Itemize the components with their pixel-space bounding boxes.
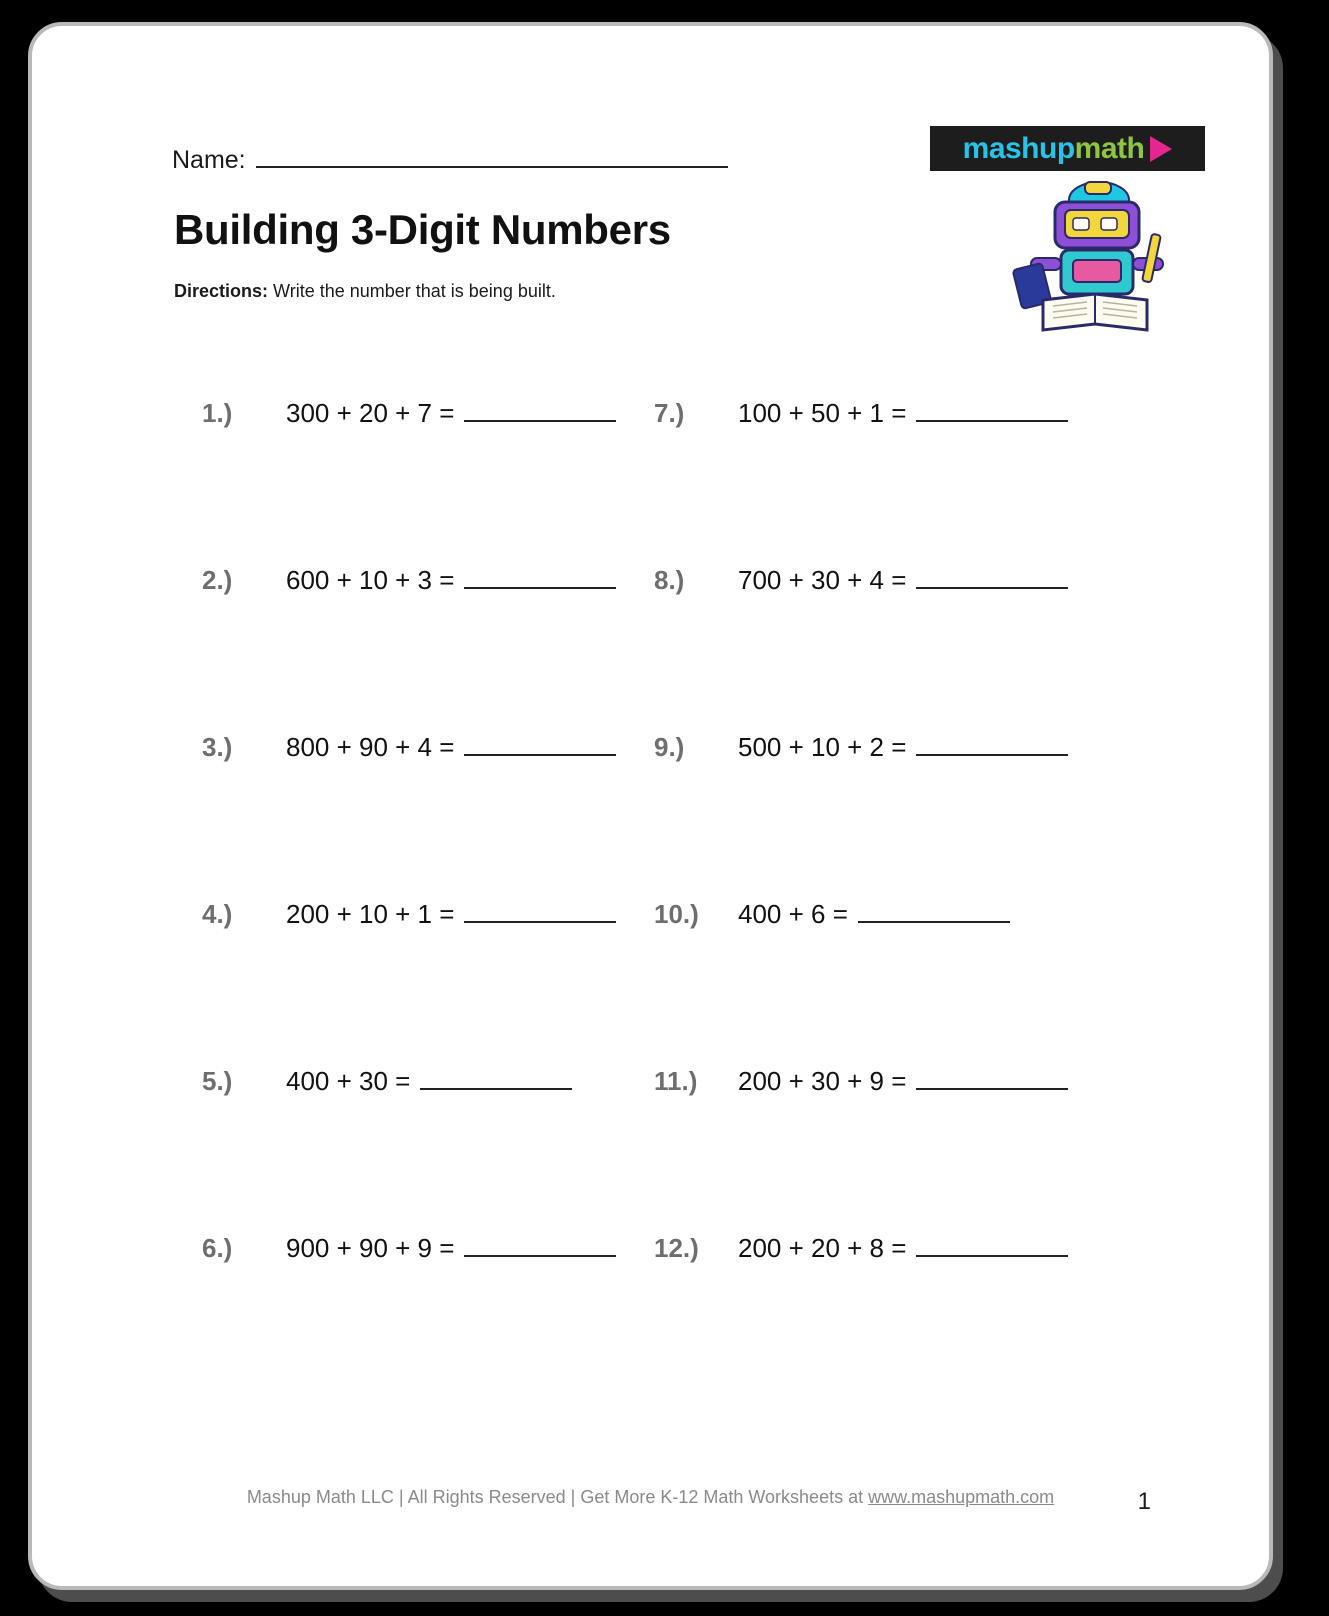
answer-blank[interactable] bbox=[464, 1235, 616, 1257]
problem-row bbox=[32, 899, 1269, 1066]
problem-expression: 500 + 10 + 2 = bbox=[738, 732, 907, 762]
footer-link[interactable]: www.mashupmath.com bbox=[868, 1487, 1055, 1507]
problem-expression: 200 + 30 + 9 = bbox=[738, 1066, 907, 1096]
problem-item bbox=[654, 1066, 1068, 1097]
directions-label: Directions: bbox=[174, 281, 269, 301]
problem-expression: 200 + 20 + 8 = bbox=[738, 1233, 907, 1263]
problem-expression: 800 + 90 + 4 = bbox=[286, 732, 455, 762]
problem-number: 8.) bbox=[654, 565, 685, 595]
answer-blank[interactable] bbox=[916, 734, 1068, 756]
brand-logo bbox=[930, 126, 1205, 171]
problem-number: 12.) bbox=[654, 1233, 699, 1263]
problem-row bbox=[32, 565, 1269, 732]
problem-number: 6.) bbox=[202, 1233, 233, 1263]
worksheet-sheet bbox=[28, 22, 1273, 1590]
answer-blank[interactable] bbox=[464, 567, 616, 589]
problem-number: 10.) bbox=[654, 899, 699, 929]
answer-blank[interactable] bbox=[916, 1068, 1068, 1090]
play-triangle-icon bbox=[1150, 136, 1172, 162]
problem-expression: 400 + 30 = bbox=[286, 1066, 411, 1096]
problem-expression: 900 + 90 + 9 = bbox=[286, 1233, 455, 1263]
answer-blank[interactable] bbox=[464, 400, 616, 422]
problem-row bbox=[32, 1233, 1269, 1400]
problem-expression: 600 + 10 + 3 = bbox=[286, 565, 455, 595]
logo-word-math: math bbox=[1074, 131, 1145, 165]
directions bbox=[174, 281, 556, 302]
logo-word-mashup: mashup bbox=[962, 131, 1075, 165]
problem-expression: 400 + 6 = bbox=[738, 899, 848, 929]
problem-number: 5.) bbox=[202, 1066, 233, 1096]
problem-item bbox=[654, 1233, 1068, 1264]
answer-blank[interactable] bbox=[858, 901, 1010, 923]
problem-expression: 100 + 50 + 1 = bbox=[738, 398, 907, 428]
problem-number: 3.) bbox=[202, 732, 233, 762]
robot-mascot-icon bbox=[1007, 174, 1182, 339]
problem-expression: 300 + 20 + 7 = bbox=[286, 398, 455, 428]
problem-item bbox=[202, 732, 616, 763]
problem-item bbox=[202, 565, 616, 596]
problem-item bbox=[654, 565, 1068, 596]
problem-list bbox=[32, 398, 1269, 1400]
problem-expression: 700 + 30 + 4 = bbox=[738, 565, 907, 595]
problem-expression: 200 + 10 + 1 = bbox=[286, 899, 455, 929]
answer-blank[interactable] bbox=[420, 1068, 572, 1090]
problem-item bbox=[654, 899, 1010, 930]
answer-blank[interactable] bbox=[464, 901, 616, 923]
page-title: Building 3-Digit Numbers bbox=[174, 206, 671, 253]
name-input-line[interactable] bbox=[256, 144, 728, 168]
problem-number: 11.) bbox=[654, 1066, 698, 1096]
footer-text: Mashup Math LLC | All Rights Reserved | Get More K-12 Math Worksheets at bbox=[246, 1487, 869, 1507]
problem-item bbox=[202, 398, 616, 429]
name-label: Name: bbox=[172, 146, 246, 174]
problem-item bbox=[654, 398, 1068, 429]
problem-item bbox=[202, 899, 616, 930]
page-number: 1 bbox=[1137, 1488, 1151, 1515]
problem-item bbox=[202, 1066, 572, 1097]
footer bbox=[32, 1487, 1269, 1508]
answer-blank[interactable] bbox=[464, 734, 616, 756]
problem-number: 4.) bbox=[202, 899, 233, 929]
answer-blank[interactable] bbox=[916, 400, 1068, 422]
problem-row bbox=[32, 1066, 1269, 1233]
directions-text: Write the number that is being built. bbox=[268, 281, 556, 301]
problem-item bbox=[654, 732, 1068, 763]
logo-wordmark bbox=[962, 131, 1145, 165]
problem-number: 2.) bbox=[202, 565, 233, 595]
problem-row bbox=[32, 732, 1269, 899]
problem-number: 7.) bbox=[654, 398, 685, 428]
answer-blank[interactable] bbox=[916, 567, 1068, 589]
problem-number: 9.) bbox=[654, 732, 685, 762]
problem-number: 1.) bbox=[202, 398, 233, 428]
answer-blank[interactable] bbox=[916, 1235, 1068, 1257]
problem-row bbox=[32, 398, 1269, 565]
name-field-row bbox=[172, 144, 728, 175]
problem-item bbox=[202, 1233, 616, 1264]
